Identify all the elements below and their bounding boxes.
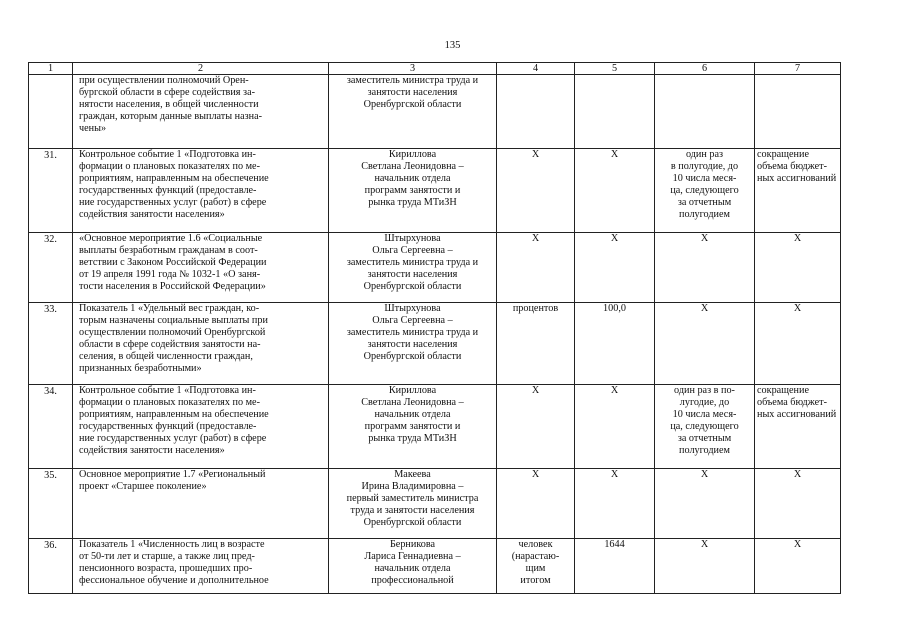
row-description: при осуществлении полномочий Орен- бургской области в сфере содействия за- нятости населения, в общей численности граждан, которым данные выплаты назна- чены» bbox=[73, 75, 329, 149]
row-number: 31. bbox=[29, 149, 73, 233]
row-note bbox=[755, 75, 841, 149]
column-header: 5 bbox=[575, 63, 655, 75]
row-note: сокращение объема бюджет- ных ассигнований bbox=[755, 385, 841, 469]
column-header: 4 bbox=[497, 63, 575, 75]
row-number: 36. bbox=[29, 539, 73, 594]
row-value: 100,0 bbox=[575, 303, 655, 385]
column-header: 6 bbox=[655, 63, 755, 75]
row-deadline: X bbox=[655, 233, 755, 303]
row-deadline: X bbox=[655, 539, 755, 594]
row-responsible: Штырхунова Ольга Сергеевна – заместитель министра труда и занятости населения Оренбургской области bbox=[329, 303, 497, 385]
row-value: X bbox=[575, 149, 655, 233]
table-row bbox=[29, 303, 841, 385]
row-number bbox=[29, 75, 73, 149]
row-description: Контрольное событие 1 «Подготовка ин- формации о плановых показателях по ме- роприятиям, направленным на обеспечение государственных функций (предоставле- ние государственных услуг (работ) в сфере содействия занятости населения» bbox=[73, 385, 329, 469]
row-note: X bbox=[755, 539, 841, 594]
row-description: Основное мероприятие 1.7 «Региональный проект «Старшее поколение» bbox=[73, 469, 329, 539]
table-row bbox=[29, 149, 841, 233]
row-number: 33. bbox=[29, 303, 73, 385]
data-table bbox=[28, 62, 841, 594]
row-note: X bbox=[755, 233, 841, 303]
row-description: «Основное мероприятие 1.6 «Социальные выплаты безработным гражданам в соот- ветствии с Законом Российской Федерации от 19 апреля 1991 года № 1032-1 «О заня- тости населения в Российской Федерации» bbox=[73, 233, 329, 303]
row-unit: человек (нарастаю- щим итогом bbox=[497, 539, 575, 594]
row-deadline: один раз в по- лугодие, до 10 числа меся- ца, следующего за отчетным полугодием bbox=[655, 385, 755, 469]
row-unit: X bbox=[497, 469, 575, 539]
row-value: X bbox=[575, 233, 655, 303]
row-description: Контрольное событие 1 «Подготовка ин- формации о плановых показателях по ме- роприятиям, направленным на обеспечение государственных функций (предоставле- ние государственных услуг (работ) в сфере содействия занятости населения» bbox=[73, 149, 329, 233]
column-header: 2 bbox=[73, 63, 329, 75]
row-deadline: X bbox=[655, 469, 755, 539]
table-row bbox=[29, 75, 841, 149]
table-row bbox=[29, 469, 841, 539]
table-row bbox=[29, 385, 841, 469]
row-unit: X bbox=[497, 385, 575, 469]
column-header: 3 bbox=[329, 63, 497, 75]
row-unit: X bbox=[497, 233, 575, 303]
row-value: X bbox=[575, 469, 655, 539]
row-description: Показатель 1 «Удельный вес граждан, ко- торым назначены социальные выплаты при осуществлении полномочий Оренбургской области в сфере содействия занятости на- селения, в общей численности граждан, признанных безработными» bbox=[73, 303, 329, 385]
row-description: Показатель 1 «Численность лиц в возрасте от 50-ти лет и старше, а также лиц пред- пенсионного возраста, прошедших про- фессиональное обучение и дополнительное bbox=[73, 539, 329, 594]
row-deadline bbox=[655, 75, 755, 149]
row-responsible: Кириллова Светлана Леонидовна – начальник отдела программ занятости и рынка труда МТиЗН bbox=[329, 385, 497, 469]
page-number: 135 bbox=[444, 40, 461, 51]
row-responsible: Кириллова Светлана Леонидовна – начальник отдела программ занятости и рынка труда МТиЗН bbox=[329, 149, 497, 233]
row-unit bbox=[497, 75, 575, 149]
column-header: 7 bbox=[755, 63, 841, 75]
row-deadline: один раз в полугодие, до 10 числа меся- ца, следующего за отчетным полугодием bbox=[655, 149, 755, 233]
row-value: 1644 bbox=[575, 539, 655, 594]
row-number: 32. bbox=[29, 233, 73, 303]
row-note: X bbox=[755, 303, 841, 385]
row-number: 34. bbox=[29, 385, 73, 469]
row-responsible: Макеева Ирина Владимировна – первый заместитель министра труда и занятости населения Оренбургской области bbox=[329, 469, 497, 539]
row-responsible: Штырхунова Ольга Сергеевна – заместитель министра труда и занятости населения Оренбургской области bbox=[329, 233, 497, 303]
row-responsible: Берникова Лариса Геннадиевна – начальник отдела профессиональной bbox=[329, 539, 497, 594]
row-note: X bbox=[755, 469, 841, 539]
row-value bbox=[575, 75, 655, 149]
row-unit: процентов bbox=[497, 303, 575, 385]
table-header-row bbox=[29, 63, 841, 75]
column-header: 1 bbox=[29, 63, 73, 75]
row-value: X bbox=[575, 385, 655, 469]
row-responsible: заместитель министра труда и занятости населения Оренбургской области bbox=[329, 75, 497, 149]
table-row bbox=[29, 539, 841, 594]
row-unit: X bbox=[497, 149, 575, 233]
row-deadline: X bbox=[655, 303, 755, 385]
row-note: сокращение объема бюджет- ных ассигнований bbox=[755, 149, 841, 233]
row-number: 35. bbox=[29, 469, 73, 539]
table-row bbox=[29, 233, 841, 303]
